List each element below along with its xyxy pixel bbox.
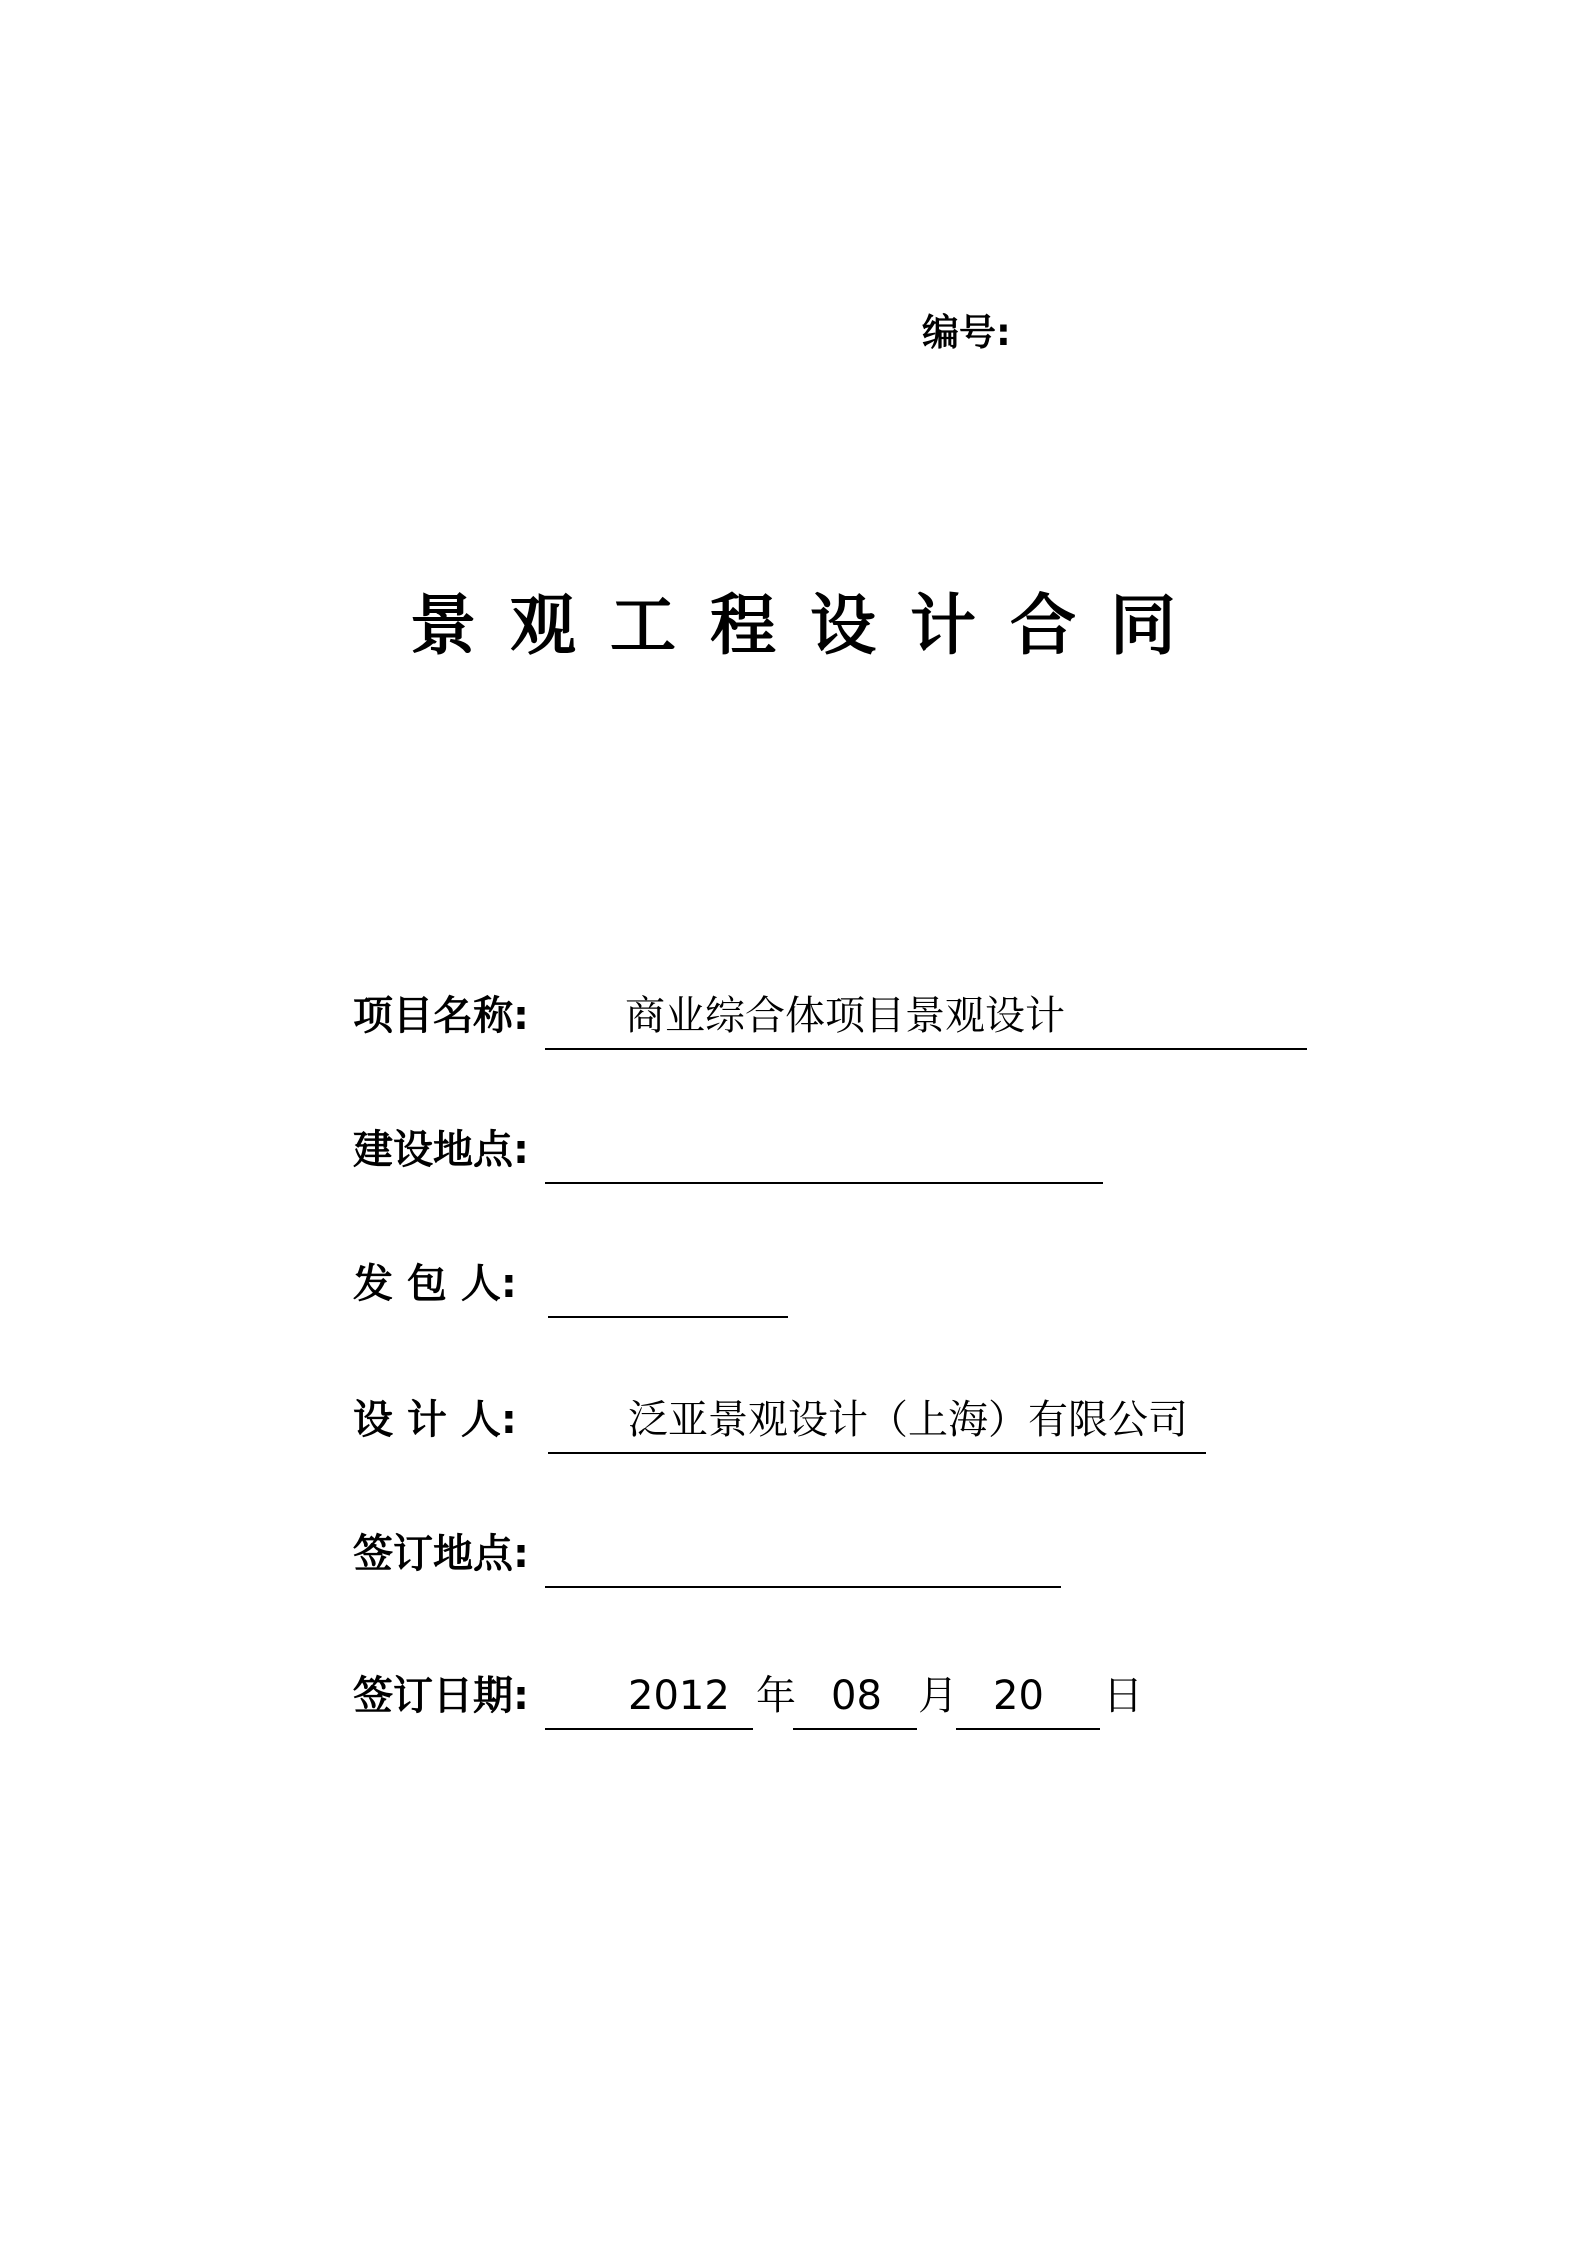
month-value: 08 <box>831 1673 882 1719</box>
designer-field <box>353 1384 1313 1454</box>
year-unit: 年 <box>756 1673 796 1719</box>
contract-number-label: 编号: <box>922 311 1011 354</box>
site-underline <box>545 1122 1103 1184</box>
project-name-value: 商业综合体项目景观设计 <box>625 993 1065 1039</box>
site-label: 建设地点: <box>353 1127 529 1173</box>
signing-place-underline <box>545 1526 1061 1588</box>
designer-label: 设 计 人: <box>353 1397 517 1443</box>
year-value: 2012 <box>628 1673 730 1719</box>
signing-date-field <box>353 1660 1313 1730</box>
project-name-label: 项目名称: <box>353 993 529 1039</box>
day-unit: 日 <box>1103 1673 1143 1719</box>
site-field <box>353 1114 1313 1184</box>
document-title: 景观工程设计合同 <box>410 587 1210 664</box>
signing-date-label: 签订日期: <box>353 1673 529 1719</box>
client-label: 发 包 人: <box>353 1261 517 1307</box>
month-unit: 月 <box>918 1673 958 1719</box>
client-underline <box>548 1256 788 1318</box>
project-name-field <box>353 980 1313 1050</box>
signing-place-label: 签订地点: <box>353 1531 529 1577</box>
day-value: 20 <box>993 1673 1044 1719</box>
client-field <box>353 1248 1313 1318</box>
signing-place-field <box>353 1518 1313 1588</box>
designer-value: 泛亚景观设计（上海）有限公司 <box>628 1397 1188 1443</box>
